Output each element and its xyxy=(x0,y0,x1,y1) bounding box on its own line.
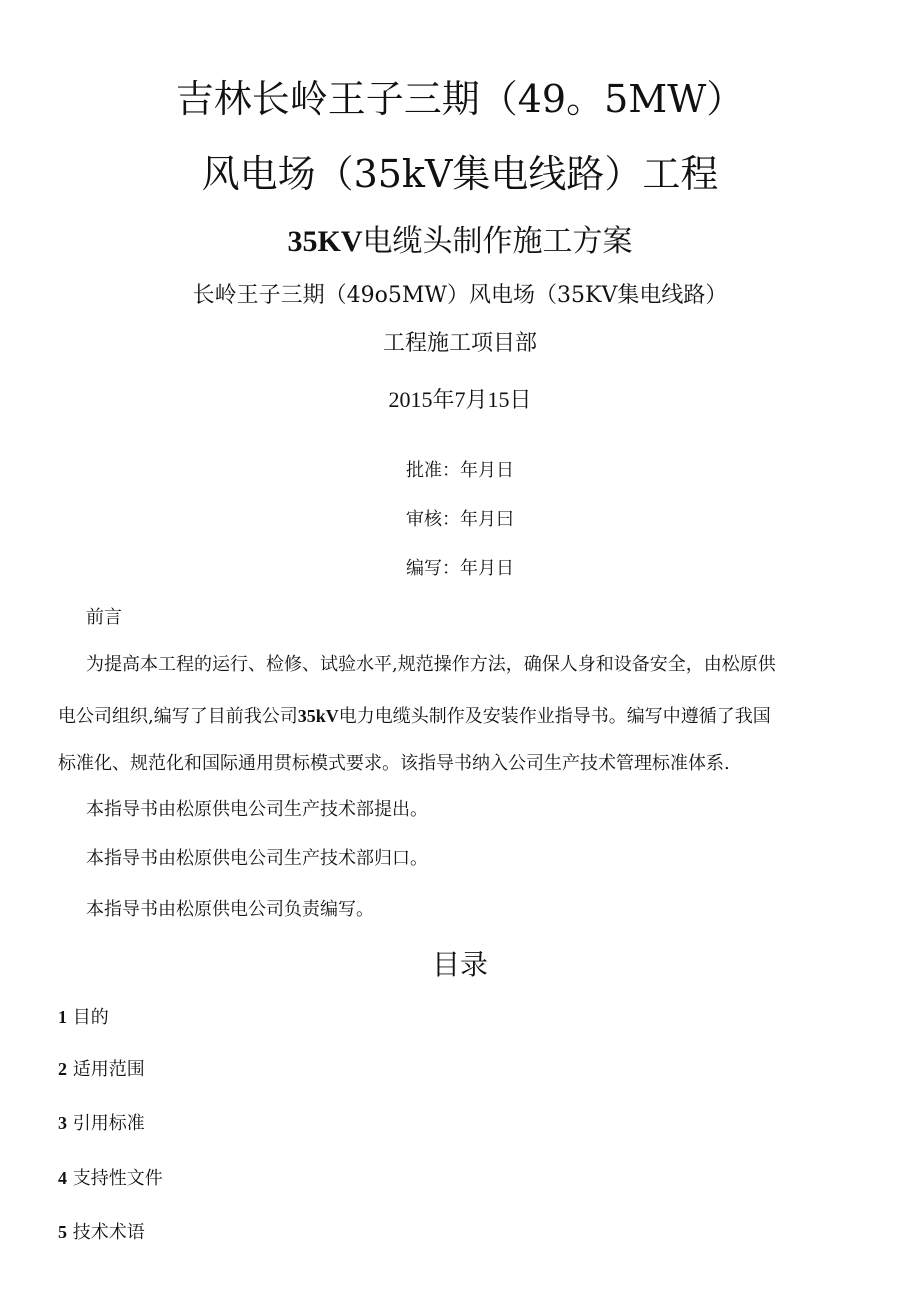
cover-title-line1: 吉林长岭王子三期（49。5MW） xyxy=(175,77,745,121)
cover-date: 2015年7月15日 xyxy=(388,387,532,412)
toc-item-number: 4 xyxy=(58,1168,67,1188)
toc-item-number: 3 xyxy=(58,1113,67,1133)
cover-subtitle-line2: 工程施工项目部 xyxy=(382,331,537,356)
toc-item-number: 5 xyxy=(58,1222,67,1242)
toc-item-label: 支持性文件 xyxy=(72,1168,163,1189)
preface-proposer: 本指导书由松原供电公司生产技术部提出。 xyxy=(86,799,428,820)
approve-line: 批准：年月日 xyxy=(406,460,514,481)
toc-item-label: 技术术语 xyxy=(72,1222,145,1243)
cover-title-line2: 风电场（35kV集电线路）工程 xyxy=(201,152,719,196)
preface-line2-voltage: 35kV xyxy=(297,706,339,726)
preface-author: 本指导书由松原供电公司负责编写。 xyxy=(86,899,374,920)
cover-title-plan: 电缆头制作施工方案 xyxy=(362,224,633,259)
toc-item-label: 引用标准 xyxy=(72,1113,145,1134)
preface-paragraph-line3: 标准化、规范化和国际通用贯标模式要求。该指导书纳入公司生产技术管理标准体系. xyxy=(58,753,730,774)
toc-item[interactable] xyxy=(58,1004,109,1031)
toc-item-number: 2 xyxy=(58,1059,67,1079)
toc-item-label: 适用范围 xyxy=(72,1059,145,1080)
preface-line2-part1: 电公司组织,编写了目前我公司 xyxy=(58,706,298,727)
cover-subtitle-line1: 长岭王子三期（49o5MW）风电场（35KV集电线路） xyxy=(192,283,728,308)
preface-paragraph-line1: 为提高本工程的运行、检修、试验水平,规范操作方法，确保人身和设备安全，由松原供 xyxy=(86,654,776,675)
cover-title-voltage: 35KV xyxy=(287,225,363,258)
toc-item[interactable] xyxy=(58,1165,163,1192)
preface-line2-part2: 电力电缆头制作及安装作业指导书。编写中遵循了我国 xyxy=(338,706,771,727)
preface-heading: 前言 xyxy=(86,607,122,628)
toc-item[interactable] xyxy=(58,1219,145,1246)
toc-title: 目录 xyxy=(431,948,488,981)
review-line: 审核：年月曰 xyxy=(406,509,514,530)
cover-title-line3 xyxy=(0,222,920,262)
toc-item-label: 目的 xyxy=(72,1007,109,1028)
toc-item[interactable] xyxy=(58,1056,145,1083)
preface-paragraph-line2 xyxy=(58,703,862,730)
toc-item-number: 1 xyxy=(58,1007,67,1027)
compile-line: 编写：年月日 xyxy=(406,558,514,579)
toc-item[interactable] xyxy=(58,1110,145,1137)
preface-administrator: 本指导书由松原供电公司生产技术部归口。 xyxy=(86,848,428,869)
